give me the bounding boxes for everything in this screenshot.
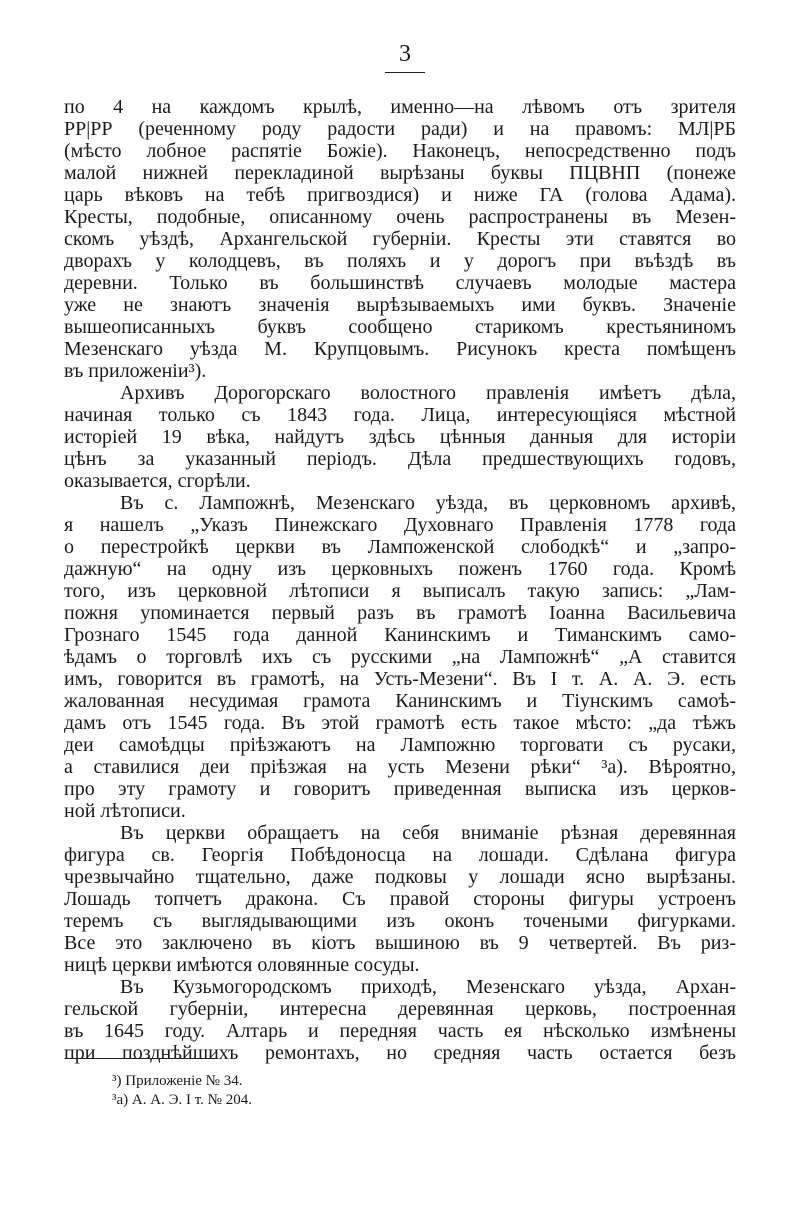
page-number: 3 xyxy=(399,41,411,67)
text-line: оказывается, сгорѣли. xyxy=(64,470,251,492)
text-line: того, изъ церковной лѣтописи я выписалъ такую запись: „Лам- xyxy=(64,580,736,602)
paragraph xyxy=(64,96,736,382)
text-line: по 4 на каждомъ крылѣ, именно—на лѣвомъ отъ зрителя xyxy=(64,96,736,118)
text-line: (мѣсто лобное распятіе Божіе). Наконецъ, непосредственно подъ xyxy=(64,140,736,162)
text-line: въ 1645 году. Алтарь и передняя часть ея нѣсколько измѣнены xyxy=(64,1020,736,1042)
text-line: Лошадь топчетъ дракона. Съ правой стороны фигуры устроенъ xyxy=(64,888,736,910)
text-line: имъ, говорится въ грамотѣ, на Усть-Мезени“. Въ I т. А. А. Э. есть xyxy=(64,668,736,690)
text-line: дамъ отъ 1545 года. Въ этой грамотѣ есть такое мѣсто: „да тѣжъ xyxy=(64,712,736,734)
text-line: ѣдамъ о торговлѣ ихъ съ русскими „на Лампожнѣ“ „А ставится xyxy=(64,646,736,668)
text-line: вышеописанныхъ буквъ сообщено старикомъ крестьяниномъ xyxy=(64,316,736,338)
text-line: деревни. Только въ большинствѣ случаевъ молодые мастера xyxy=(64,272,736,294)
text-line: Мезенскаго уѣзда М. Крупцовымъ. Рисунокъ креста помѣщенъ xyxy=(64,338,736,360)
text-line: цѣнъ за указанный періодъ. Дѣла предшествующихъ годовъ, xyxy=(64,448,736,470)
text-line: начиная только съ 1843 года. Лица, интересующіяся мѣстной xyxy=(64,404,736,426)
text-line: ной лѣтописи. xyxy=(64,800,186,822)
text-line: чрезвычайно тщательно, даже подковы у лошади ясно вырѣзаны. xyxy=(64,866,736,888)
footnote: ³а) А. А. Э. I т. № 204. xyxy=(112,1092,252,1108)
text-line: Кресты, подобные, описанному очень распространены въ Мезен- xyxy=(64,206,736,228)
footnote: ³) Приложеніе № 34. xyxy=(112,1073,243,1089)
text-line: жалованная несудимая грамота Канинскимъ и Тіунскимъ самоѣ- xyxy=(64,690,736,712)
text-line: РР|РР (реченному роду радости ради) и на правомъ: МЛ|РБ xyxy=(64,118,736,140)
text-line: Въ с. Лампожнѣ, Мезенскаго уѣзда, въ церковномъ архивѣ, xyxy=(120,492,736,514)
text-line: фигура св. Георгія Побѣдоносца на лошади. Сдѣлана фигура xyxy=(64,844,736,866)
page-number-rule xyxy=(385,72,425,73)
text-line: въ приложеніи³). xyxy=(64,360,207,382)
text-line: Въ церкви обращаетъ на себя вниманіе рѣзная деревянная xyxy=(120,822,736,844)
text-line: пожня упоминается первый разъ въ грамотѣ Іоанна Васильевича xyxy=(64,602,736,624)
paragraph xyxy=(64,976,736,1064)
text-line: я нашелъ „Указъ Пинежскаго Духовнаго Правленія 1778 года xyxy=(64,514,736,536)
text-line: дворахъ у колодцевъ, въ поляхъ и у дорогъ при въѣздѣ въ xyxy=(64,250,736,272)
text-line: гельской губерніи, интересна деревянная церковь, построенная xyxy=(64,998,736,1020)
text-line: Архивъ Дорогорскаго волостного правленія имѣетъ дѣла, xyxy=(120,382,736,404)
text-line: дажную“ на одну изъ церковныхъ поженъ 1760 года. Кромѣ xyxy=(64,558,736,580)
text-line: а ставилися деи пріѣзжая на усть Мезени рѣки“ ³а). Вѣроятно, xyxy=(64,756,736,778)
text-line: теремъ съ выглядывающими изъ оконъ точеными фигурками. xyxy=(64,910,736,932)
text-line: деи самоѣдцы пріѣзжаютъ на Лампожню торговати съ русаки, xyxy=(64,734,736,756)
text-line: о перестройкѣ церкви въ Лампоженской слободкѣ“ и „запро- xyxy=(64,536,736,558)
text-line: исторіей 19 вѣка, найдутъ здѣсь цѣнныя данныя для исторіи xyxy=(64,426,736,448)
text-line: скомъ уѣздѣ, Архангельской губерніи. Кресты эти ставятся во xyxy=(64,228,736,250)
paragraph xyxy=(64,822,736,976)
text-line: Все это заключено въ кіотъ вышиною въ 9 четвертей. Въ риз- xyxy=(64,932,736,954)
footnotes xyxy=(112,1072,252,1110)
text-line: уже не знаютъ значенія вырѣзываемыхъ ими буквъ. Значеніе xyxy=(64,294,736,316)
text-line: про эту грамоту и говоритъ приведенная выписка изъ церков- xyxy=(64,778,736,800)
text-line: ницѣ церкви имѣются оловянные сосуды. xyxy=(64,954,420,976)
paragraph xyxy=(64,382,736,492)
body-text xyxy=(64,96,736,1064)
text-line: при позднѣйшихъ ремонтахъ, но средняя часть остается безъ xyxy=(64,1042,736,1064)
text-line: малой нижней перекладиной вырѣзаны буквы ПЦВНП (понеже xyxy=(64,162,736,184)
text-line: царь вѣковъ на тебѣ пригвоздися) и ниже ГА (голова Адама). xyxy=(64,184,736,206)
footnote-divider xyxy=(65,1058,217,1059)
paragraph xyxy=(64,492,736,822)
text-line: Въ Кузьмогородскомъ приходѣ, Мезенскаго уѣзда, Архан- xyxy=(120,976,736,998)
text-line: Грознаго 1545 года данной Канинскимъ и Тиманскимъ само- xyxy=(64,624,736,646)
